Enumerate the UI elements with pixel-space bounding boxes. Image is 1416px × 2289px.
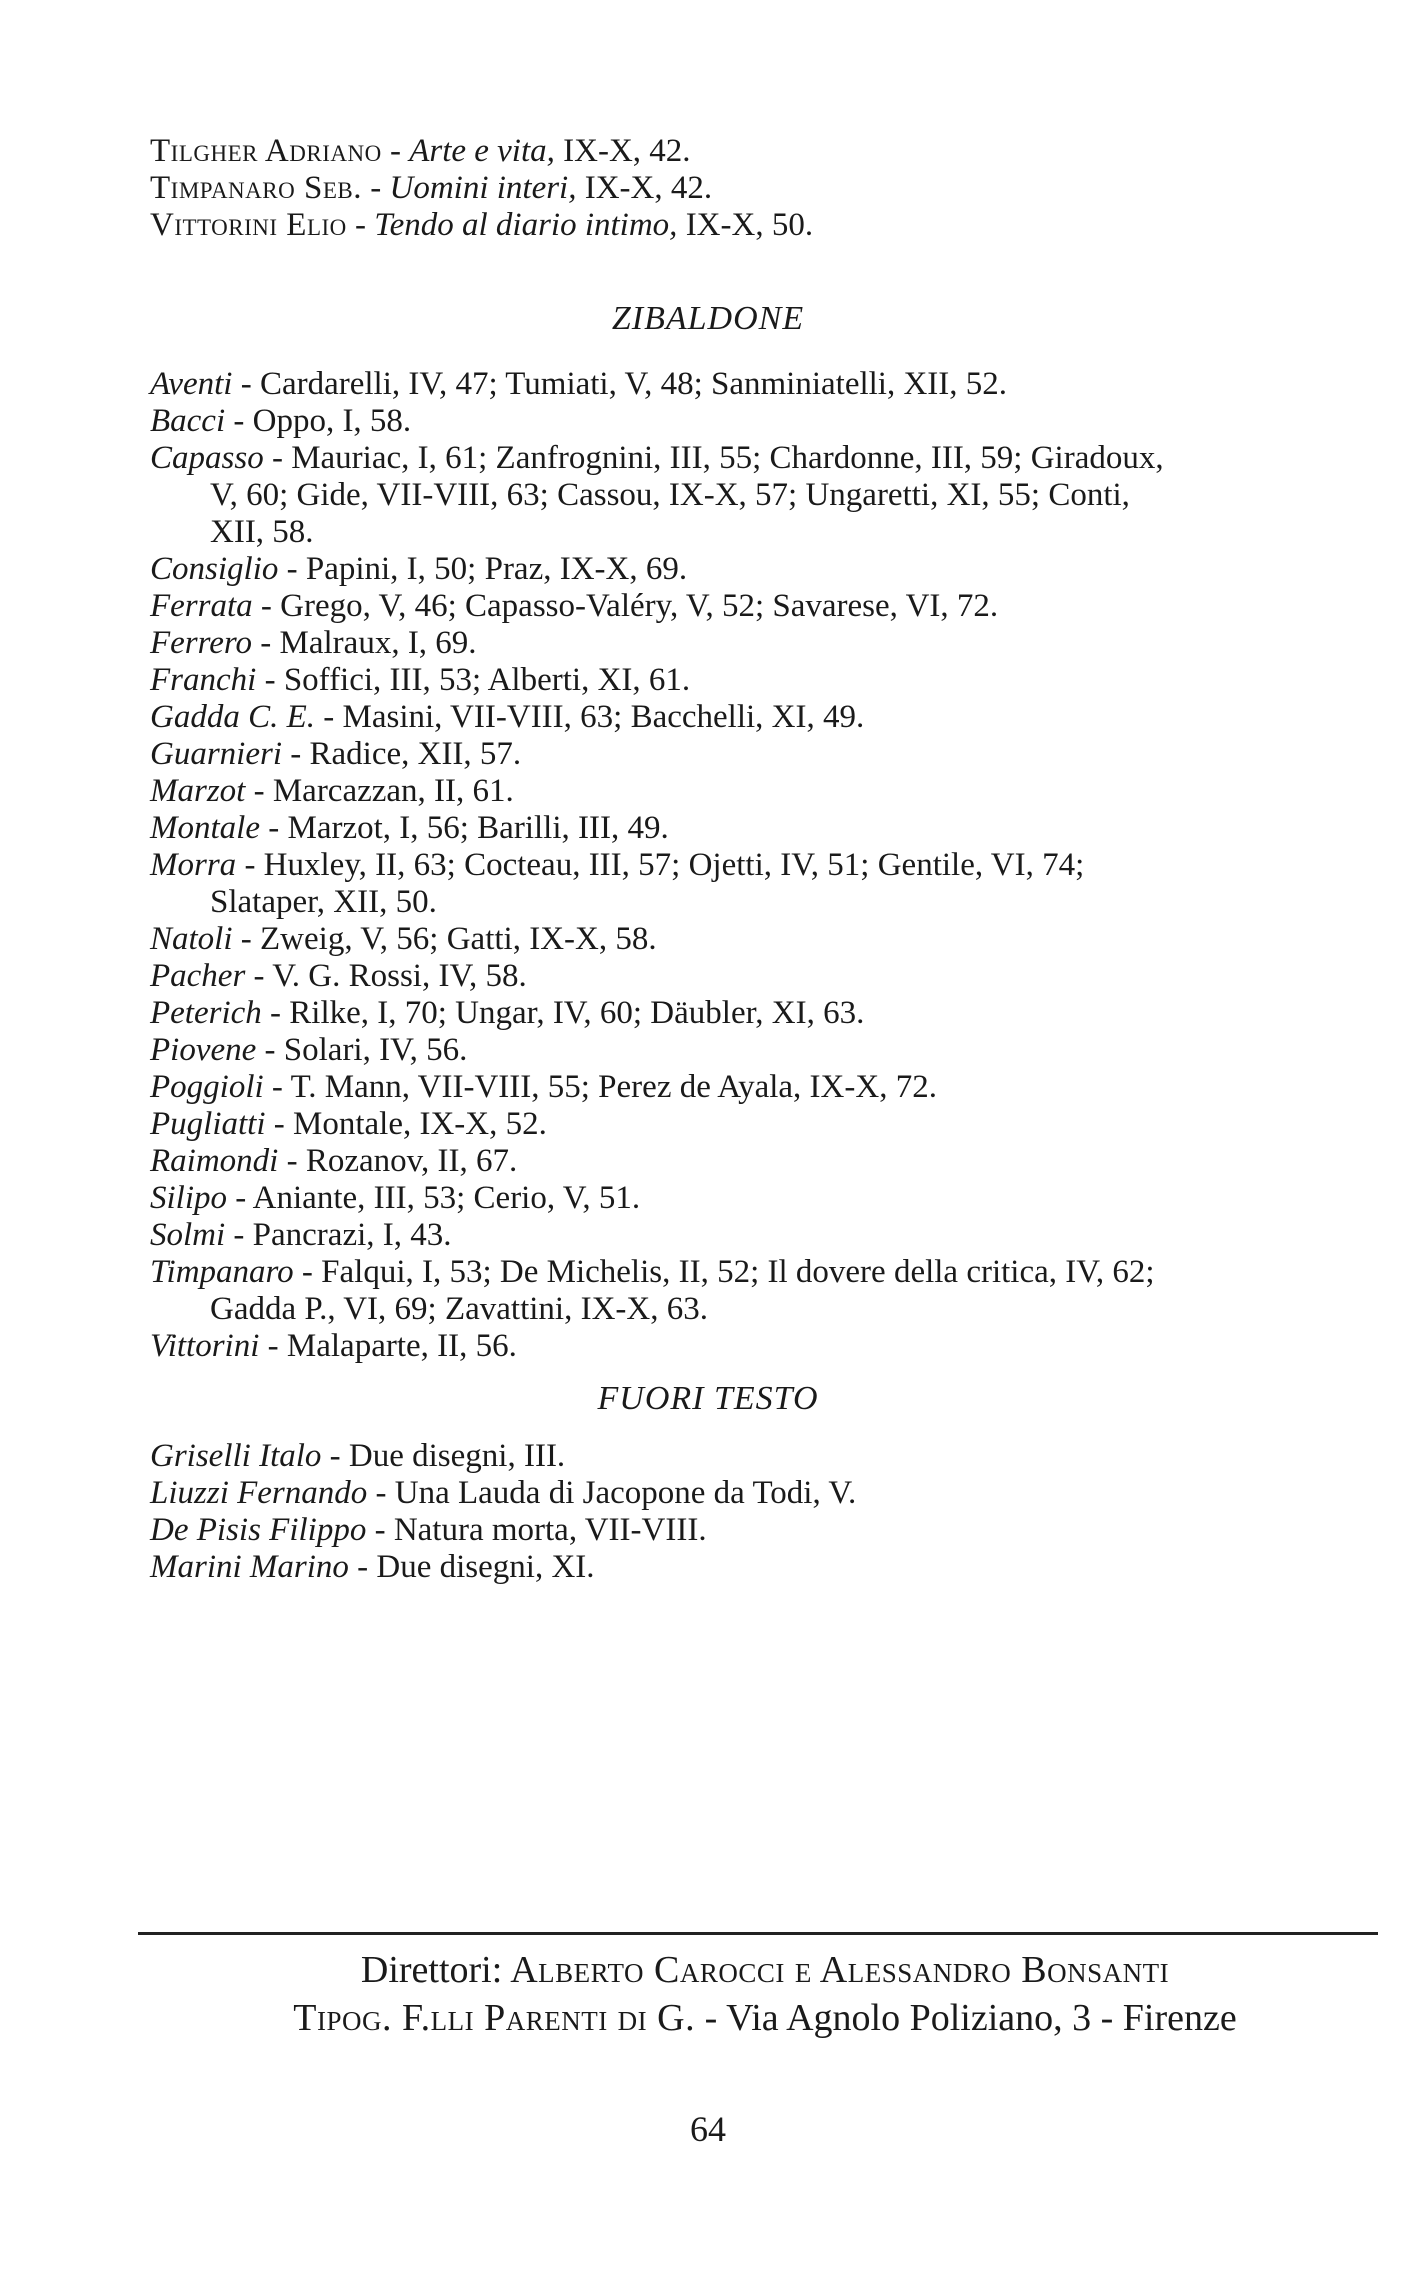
entry-text: - V. G. Rossi, IV, 58. [245,958,527,994]
list-item [150,847,1380,921]
list-item [150,1254,1380,1328]
contributor-name: Pacher [150,958,246,994]
page-number: 64 [690,2109,726,2149]
contributor-name: Raimondi [150,1143,279,1179]
list-item [150,995,1380,1032]
fuori-testo-list [150,1438,1380,1586]
contributor-name: Guarnieri [150,736,282,772]
entry-continuation: Gadda P., VI, 69; Zavattini, IX-X, 63. [210,1291,708,1327]
footer-printer [150,1996,1380,2040]
entry-text: - Marcazzan, II, 61. [245,773,514,809]
separator: - [381,133,410,169]
list-item [150,1438,1380,1475]
contributor-name: Morra [150,847,237,883]
contributor-name: Solmi [150,1217,226,1253]
list-item [150,1106,1380,1143]
list-item [150,1475,1380,1512]
separator: - [361,170,390,206]
entry-text: - Natura morta, VII-VIII. [366,1512,707,1548]
contributor-name: Natoli [150,921,233,957]
list-item [150,1069,1380,1106]
work-title: Arte e vita, [409,133,555,169]
contributor-name: Peterich [150,995,262,1031]
entry-text: - Rilke, I, 70; Ungar, IV, 60; Däubler, XI, 63. [261,995,865,1031]
entry-text: - Solari, IV, 56. [256,1032,468,1068]
list-item [150,958,1380,995]
list-item [150,921,1380,958]
contributor-name: Montale [150,810,260,846]
list-item [150,1180,1380,1217]
entry-text: - Huxley, II, 63; Cocteau, III, 57; Ojetti, IV, 51; Gentile, VI, 74; [236,847,1085,883]
author-name: Tilgher Adriano [150,133,382,169]
entry-continuation: V, 60; Gide, VII-VIII, 63; Cassou, IX-X, 57; Ungaretti, XI, 55; Conti, [210,477,1130,513]
entry-text: - Falqui, I, 53; De Michelis, II, 52; Il dovere della critica, IV, 62; [293,1254,1155,1290]
list-item [150,810,1380,847]
contributor-name: Aventi [150,366,233,402]
issue-ref: IX-X, 42. [554,133,691,169]
issue-ref: IX-X, 50. [677,207,814,243]
work-title: Uomini interi, [389,170,577,206]
contributor-name: Piovene [150,1032,257,1068]
top-entry [150,207,1380,244]
entry-text: - Una Lauda di Jacopone da Todi, V. [367,1475,857,1511]
list-item [150,551,1380,588]
entry-text: - Pancrazi, I, 43. [225,1217,452,1253]
entry-text: - Due disegni, XI. [348,1549,595,1585]
top-entry [150,170,1380,207]
entry-text: - Montale, IX-X, 52. [265,1106,547,1142]
entry-text: - Rozanov, II, 67. [278,1143,518,1179]
list-item [150,403,1380,440]
footer-directors [150,1948,1380,1992]
entry-text: - T. Mann, VII-VIII, 55; Perez de Ayala, IX-X, 72. [263,1069,937,1105]
entry-text: - Cardarelli, IV, 47; Tumiati, V, 48; Sanminiatelli, XII, 52. [232,366,1008,402]
list-item [150,1217,1380,1254]
entry-text: - Radice, XII, 57. [282,736,522,772]
list-item [150,1143,1380,1180]
directors-label: Direttori: [360,1949,503,1991]
list-item [150,1328,1380,1365]
list-item [150,662,1380,699]
contributor-name: Ferrata [150,588,253,624]
contributor-name: Marzot [150,773,246,809]
list-item [150,625,1380,662]
list-item [150,440,1380,551]
issue-ref: IX-X, 42. [576,170,713,206]
entry-continuation: XII, 58. [210,514,314,550]
top-entry [150,133,1380,170]
list-item [150,773,1380,810]
entry-text: - Aniante, III, 53; Cerio, V, 51. [227,1180,641,1216]
list-item [150,699,1380,736]
entry-text: - Soffici, III, 53; Alberti, XI, 61. [256,662,691,698]
contributor-name: Timpanaro [150,1254,294,1290]
author-name: Timpanaro Seb. [150,170,362,206]
list-item [150,588,1380,625]
zibaldone-list [150,366,1380,1365]
entry-continuation: Slataper, XII, 50. [210,884,437,920]
entry-text: - Due disegni, III. [321,1438,566,1474]
top-entries [150,133,1380,244]
entry-text: - Malaparte, II, 56. [259,1328,517,1364]
contributor-name: Ferrero [150,625,253,661]
artist-name: Marini Marino [150,1549,349,1585]
contributor-name: Bacci [150,403,226,439]
directors-names: Alberto Carocci e Alessandro Bonsanti [502,1949,1170,1991]
list-item [150,1512,1380,1549]
entry-text: - Papini, I, 50; Praz, IX-X, 69. [278,551,688,587]
list-item [150,736,1380,773]
author-name: Vittorini Elio [150,207,347,243]
section-heading-fuori-testo: FUORI TESTO [597,1380,819,1417]
entry-text: - Mauriac, I, 61; Zanfrognini, III, 55; Chardonne, III, 59; Giradoux, [263,440,1164,476]
artist-name: De Pisis Filippo [150,1512,367,1548]
contributor-name: Consiglio [150,551,279,587]
contributor-name: Franchi [150,662,257,698]
artist-name: Liuzzi Fernando [150,1475,368,1511]
section-heading-zibaldone: ZIBALDONE [611,300,805,337]
entry-text: - Masini, VII-VIII, 63; Bacchelli, XI, 49. [315,699,865,735]
contributor-name: Pugliatti [150,1106,266,1142]
contributor-name: Vittorini [150,1328,260,1364]
contributor-name: Silipo [150,1180,228,1216]
contributor-name: Gadda C. E. [150,699,315,735]
entry-text: - Zweig, V, 56; Gatti, IX-X, 58. [232,921,657,957]
printer-name: Tipog. F.lli Parenti di G. [293,1997,696,2039]
entry-text: - Marzot, I, 56; Barilli, III, 49. [259,810,669,846]
entry-text: - Malraux, I, 69. [252,625,477,661]
entry-text: - Grego, V, 46; Capasso-Valéry, V, 52; Savarese, VI, 72. [252,588,999,624]
footer-divider [138,1932,1378,1935]
separator: - [346,207,375,243]
printer-address: - Via Agnolo Poliziano, 3 - Firenze [695,1997,1237,2039]
entry-text: - Oppo, I, 58. [225,403,412,439]
list-item [150,1549,1380,1586]
list-item [150,1032,1380,1069]
contributor-name: Poggioli [150,1069,264,1105]
list-item [150,366,1380,403]
contributor-name: Capasso [150,440,264,476]
work-title: Tendo al diario intimo, [374,207,678,243]
artist-name: Griselli Italo [150,1438,322,1474]
